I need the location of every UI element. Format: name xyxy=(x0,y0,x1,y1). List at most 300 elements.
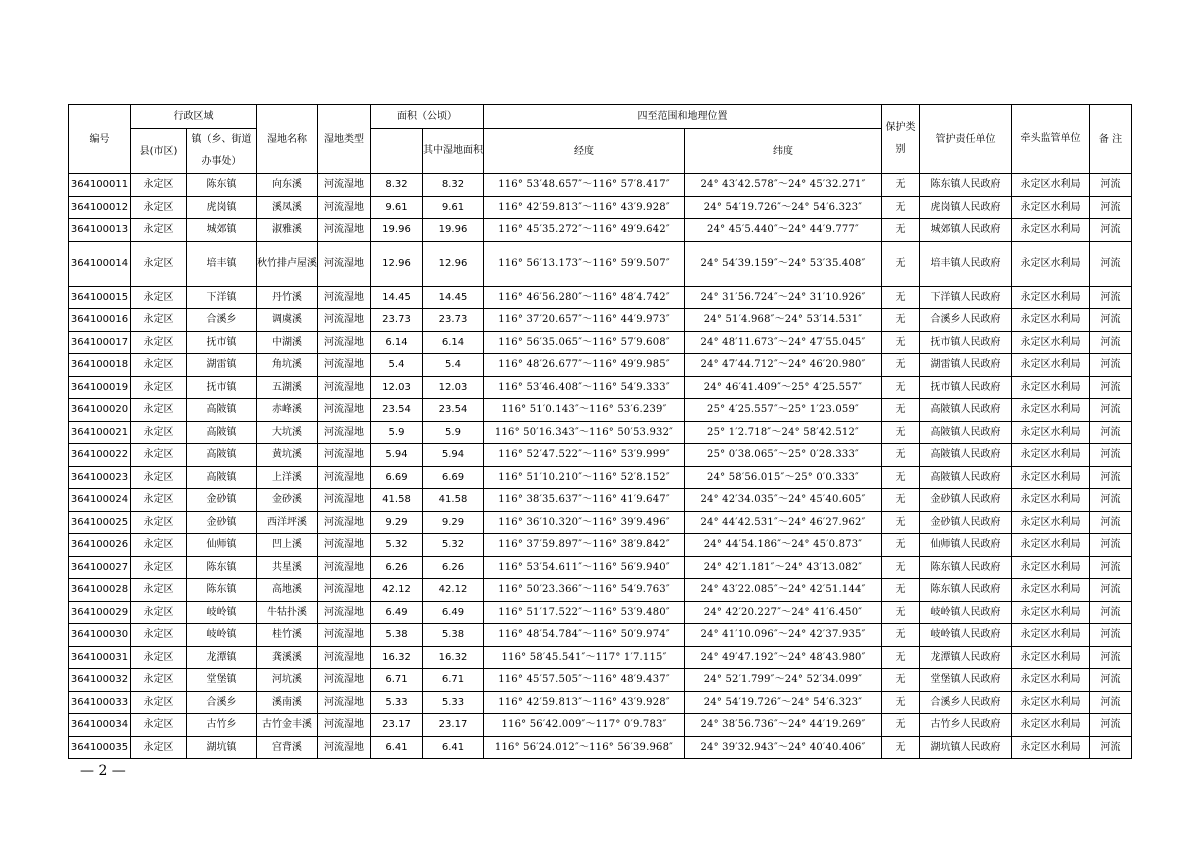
row-supervisor: 永定区水利局 xyxy=(1012,691,1090,714)
row-wetland-area: 12.03 xyxy=(423,376,484,399)
row-wetland-area: 5.9 xyxy=(423,421,484,444)
row-remarks: 河流 xyxy=(1090,556,1132,579)
row-id: 364100019 xyxy=(69,376,131,399)
table-row xyxy=(69,714,1132,737)
row-latitude: 24° 42′20.227″～24° 41′6.450″ xyxy=(685,601,882,624)
header-wetland-name: 湿地名称 xyxy=(257,105,318,174)
row-longitude: 116° 58′45.541″～117° 1′7.115″ xyxy=(484,646,685,669)
row-remarks: 河流 xyxy=(1090,624,1132,647)
row-wetland-type: 河流湿地 xyxy=(318,241,371,286)
row-latitude: 24° 48′11.673″～24° 47′55.045″ xyxy=(685,331,882,354)
table-row xyxy=(69,354,1132,377)
row-wetland-name: 高地溪 xyxy=(257,579,318,602)
row-longitude: 116° 42′59.813″～116° 43′9.928″ xyxy=(484,691,685,714)
row-wetland-name: 五湖溪 xyxy=(257,376,318,399)
row-responsible: 合溪乡人民政府 xyxy=(920,691,1012,714)
row-town: 金砂镇 xyxy=(187,511,257,534)
row-area: 8.32 xyxy=(371,174,423,197)
row-town: 陈东镇 xyxy=(187,579,257,602)
row-wetland-name: 秋竹排卢屋溪 xyxy=(257,241,318,286)
row-wetland-name: 共星溪 xyxy=(257,556,318,579)
row-supervisor: 永定区水利局 xyxy=(1012,669,1090,692)
row-wetland-type: 河流湿地 xyxy=(318,579,371,602)
row-protection: 无 xyxy=(882,601,920,624)
row-wetland-area: 6.49 xyxy=(423,601,484,624)
row-responsible: 堂堡镇人民政府 xyxy=(920,669,1012,692)
row-wetland-type: 河流湿地 xyxy=(318,466,371,489)
row-id: 364100024 xyxy=(69,489,131,512)
row-latitude: 24° 43′42.578″～24° 45′32.271″ xyxy=(685,174,882,197)
row-wetland-name: 上洋溪 xyxy=(257,466,318,489)
table-row xyxy=(69,399,1132,422)
row-town: 堂堡镇 xyxy=(187,669,257,692)
row-latitude: 24° 38′56.736″～24° 44′19.269″ xyxy=(685,714,882,737)
row-remarks: 河流 xyxy=(1090,241,1132,286)
row-town: 抚市镇 xyxy=(187,331,257,354)
header-area-total xyxy=(371,129,423,174)
row-remarks: 河流 xyxy=(1090,601,1132,624)
row-wetland-name: 大坑溪 xyxy=(257,421,318,444)
row-protection: 无 xyxy=(882,421,920,444)
row-wetland-name: 宫背溪 xyxy=(257,736,318,759)
row-area: 6.49 xyxy=(371,601,423,624)
row-protection: 无 xyxy=(882,444,920,467)
row-longitude: 116° 50′16.343″～116° 50′53.932″ xyxy=(484,421,685,444)
row-area: 5.4 xyxy=(371,354,423,377)
row-longitude: 116° 36′10.320″～116° 39′9.496″ xyxy=(484,511,685,534)
row-area: 5.38 xyxy=(371,624,423,647)
row-wetland-name: 金砂溪 xyxy=(257,489,318,512)
row-county: 永定区 xyxy=(131,579,187,602)
row-supervisor: 永定区水利局 xyxy=(1012,331,1090,354)
row-town: 虎岗镇 xyxy=(187,196,257,219)
row-longitude: 116° 51′17.522″～116° 53′9.480″ xyxy=(484,601,685,624)
row-wetland-name: 向东溪 xyxy=(257,174,318,197)
row-longitude: 116° 51′0.143″～116° 53′6.239″ xyxy=(484,399,685,422)
row-remarks: 河流 xyxy=(1090,444,1132,467)
row-area: 23.17 xyxy=(371,714,423,737)
row-responsible: 高陂镇人民政府 xyxy=(920,466,1012,489)
row-wetland-area: 16.32 xyxy=(423,646,484,669)
row-protection: 无 xyxy=(882,354,920,377)
table-body xyxy=(69,174,1132,759)
row-id: 364100025 xyxy=(69,511,131,534)
row-protection: 无 xyxy=(882,489,920,512)
row-wetland-name: 黄坑溪 xyxy=(257,444,318,467)
row-county: 永定区 xyxy=(131,601,187,624)
row-protection: 无 xyxy=(882,376,920,399)
row-wetland-type: 河流湿地 xyxy=(318,309,371,332)
row-remarks: 河流 xyxy=(1090,399,1132,422)
row-responsible: 下洋镇人民政府 xyxy=(920,286,1012,309)
row-responsible: 岐岭镇人民政府 xyxy=(920,601,1012,624)
row-town: 高陂镇 xyxy=(187,421,257,444)
row-remarks: 河流 xyxy=(1090,579,1132,602)
row-town: 高陂镇 xyxy=(187,444,257,467)
row-responsible: 龙潭镇人民政府 xyxy=(920,646,1012,669)
row-wetland-name: 溪南溪 xyxy=(257,691,318,714)
row-latitude: 24° 54′39.159″～24° 53′35.408″ xyxy=(685,241,882,286)
row-wetland-area: 5.38 xyxy=(423,624,484,647)
row-latitude: 24° 45′5.440″～24° 44′9.777″ xyxy=(685,219,882,242)
row-county: 永定区 xyxy=(131,219,187,242)
row-county: 永定区 xyxy=(131,354,187,377)
row-wetland-name: 赤峰溪 xyxy=(257,399,318,422)
row-county: 永定区 xyxy=(131,309,187,332)
header-town: 镇（乡、街道办事处） xyxy=(187,129,257,174)
row-town: 高陂镇 xyxy=(187,466,257,489)
row-protection: 无 xyxy=(882,714,920,737)
table-row xyxy=(69,331,1132,354)
row-town: 岐岭镇 xyxy=(187,624,257,647)
row-wetland-area: 5.94 xyxy=(423,444,484,467)
row-area: 6.26 xyxy=(371,556,423,579)
row-county: 永定区 xyxy=(131,444,187,467)
table-row xyxy=(69,196,1132,219)
row-latitude: 24° 42′1.181″～24° 43′13.082″ xyxy=(685,556,882,579)
row-wetland-name: 淑雅溪 xyxy=(257,219,318,242)
row-longitude: 116° 46′56.280″～116° 48′4.742″ xyxy=(484,286,685,309)
table-row xyxy=(69,174,1132,197)
row-responsible: 培丰镇人民政府 xyxy=(920,241,1012,286)
row-id: 364100011 xyxy=(69,174,131,197)
row-responsible: 高陂镇人民政府 xyxy=(920,399,1012,422)
row-id: 364100030 xyxy=(69,624,131,647)
row-remarks: 河流 xyxy=(1090,646,1132,669)
row-wetland-area: 6.71 xyxy=(423,669,484,692)
row-wetland-area: 12.96 xyxy=(423,241,484,286)
row-responsible: 合溪乡人民政府 xyxy=(920,309,1012,332)
row-supervisor: 永定区水利局 xyxy=(1012,579,1090,602)
row-county: 永定区 xyxy=(131,691,187,714)
row-protection: 无 xyxy=(882,556,920,579)
header-responsible: 管护责任单位 xyxy=(920,105,1012,174)
row-supervisor: 永定区水利局 xyxy=(1012,219,1090,242)
row-wetland-area: 19.96 xyxy=(423,219,484,242)
row-responsible: 仙师镇人民政府 xyxy=(920,534,1012,557)
row-protection: 无 xyxy=(882,466,920,489)
row-wetland-name: 古竹金丰溪 xyxy=(257,714,318,737)
row-area: 5.33 xyxy=(371,691,423,714)
row-wetland-type: 河流湿地 xyxy=(318,421,371,444)
row-responsible: 城郊镇人民政府 xyxy=(920,219,1012,242)
row-remarks: 河流 xyxy=(1090,736,1132,759)
row-town: 下洋镇 xyxy=(187,286,257,309)
row-latitude: 24° 39′32.943″～24° 40′40.406″ xyxy=(685,736,882,759)
row-supervisor: 永定区水利局 xyxy=(1012,714,1090,737)
row-id: 364100027 xyxy=(69,556,131,579)
row-id: 364100021 xyxy=(69,421,131,444)
row-responsible: 湖坑镇人民政府 xyxy=(920,736,1012,759)
header-remarks: 备 注 xyxy=(1090,105,1132,174)
row-supervisor: 永定区水利局 xyxy=(1012,196,1090,219)
row-responsible: 金砂镇人民政府 xyxy=(920,489,1012,512)
row-longitude: 116° 37′59.897″～116° 38′9.842″ xyxy=(484,534,685,557)
row-latitude: 24° 58′56.015″～25° 0′0.333″ xyxy=(685,466,882,489)
row-remarks: 河流 xyxy=(1090,331,1132,354)
row-protection: 无 xyxy=(882,219,920,242)
row-wetland-type: 河流湿地 xyxy=(318,399,371,422)
row-wetland-area: 9.61 xyxy=(423,196,484,219)
row-latitude: 24° 51′4.968″～24° 53′14.531″ xyxy=(685,309,882,332)
row-responsible: 古竹乡人民政府 xyxy=(920,714,1012,737)
header-supervisor: 牵头监管单位 xyxy=(1012,105,1090,174)
row-county: 永定区 xyxy=(131,736,187,759)
table-row xyxy=(69,624,1132,647)
row-area: 6.69 xyxy=(371,466,423,489)
header-county: 县(市区) xyxy=(131,129,187,174)
table-row xyxy=(69,534,1132,557)
row-longitude: 116° 37′20.657″～116° 44′9.973″ xyxy=(484,309,685,332)
row-latitude: 25° 0′38.065″～25° 0′28.333″ xyxy=(685,444,882,467)
row-wetland-type: 河流湿地 xyxy=(318,331,371,354)
row-id: 364100035 xyxy=(69,736,131,759)
row-wetland-type: 河流湿地 xyxy=(318,691,371,714)
table-row xyxy=(69,691,1132,714)
row-id: 364100034 xyxy=(69,714,131,737)
row-supervisor: 永定区水利局 xyxy=(1012,646,1090,669)
row-wetland-area: 6.26 xyxy=(423,556,484,579)
row-wetland-area: 23.73 xyxy=(423,309,484,332)
row-id: 364100015 xyxy=(69,286,131,309)
row-town: 陈东镇 xyxy=(187,556,257,579)
row-remarks: 河流 xyxy=(1090,354,1132,377)
row-supervisor: 永定区水利局 xyxy=(1012,354,1090,377)
row-wetland-name: 龚溪溪 xyxy=(257,646,318,669)
row-responsible: 岐岭镇人民政府 xyxy=(920,624,1012,647)
row-latitude: 25° 4′25.557″～25° 1′23.059″ xyxy=(685,399,882,422)
row-county: 永定区 xyxy=(131,534,187,557)
row-town: 合溪乡 xyxy=(187,309,257,332)
header-bounds: 四至范围和地理位置 xyxy=(484,105,882,129)
row-town: 合溪乡 xyxy=(187,691,257,714)
table-row xyxy=(69,241,1132,286)
row-remarks: 河流 xyxy=(1090,511,1132,534)
row-id: 364100029 xyxy=(69,601,131,624)
row-town: 仙师镇 xyxy=(187,534,257,557)
row-longitude: 116° 56′24.012″～116° 56′39.968″ xyxy=(484,736,685,759)
row-area: 5.9 xyxy=(371,421,423,444)
row-county: 永定区 xyxy=(131,556,187,579)
row-longitude: 116° 52′47.522″～116° 53′9.999″ xyxy=(484,444,685,467)
row-wetland-type: 河流湿地 xyxy=(318,714,371,737)
row-wetland-type: 河流湿地 xyxy=(318,196,371,219)
table-row xyxy=(69,601,1132,624)
row-wetland-type: 河流湿地 xyxy=(318,534,371,557)
row-wetland-name: 调虞溪 xyxy=(257,309,318,332)
table-row xyxy=(69,466,1132,489)
row-area: 12.96 xyxy=(371,241,423,286)
row-county: 永定区 xyxy=(131,669,187,692)
row-latitude: 24° 43′22.085″～24° 42′51.144″ xyxy=(685,579,882,602)
row-supervisor: 永定区水利局 xyxy=(1012,466,1090,489)
table-row xyxy=(69,421,1132,444)
row-protection: 无 xyxy=(882,399,920,422)
row-protection: 无 xyxy=(882,174,920,197)
row-protection: 无 xyxy=(882,331,920,354)
row-responsible: 陈东镇人民政府 xyxy=(920,579,1012,602)
row-latitude: 24° 41′10.096″～24° 42′37.935″ xyxy=(685,624,882,647)
row-id: 364100017 xyxy=(69,331,131,354)
row-wetland-name: 河坑溪 xyxy=(257,669,318,692)
header-protection: 保护类别 xyxy=(882,105,920,174)
row-town: 陈东镇 xyxy=(187,174,257,197)
table-row xyxy=(69,579,1132,602)
row-wetland-name: 凹上溪 xyxy=(257,534,318,557)
row-id: 364100018 xyxy=(69,354,131,377)
row-remarks: 河流 xyxy=(1090,219,1132,242)
row-area: 41.58 xyxy=(371,489,423,512)
row-id: 364100013 xyxy=(69,219,131,242)
row-responsible: 金砂镇人民政府 xyxy=(920,511,1012,534)
row-remarks: 河流 xyxy=(1090,669,1132,692)
row-id: 364100016 xyxy=(69,309,131,332)
row-id: 364100031 xyxy=(69,646,131,669)
row-id: 364100014 xyxy=(69,241,131,286)
row-protection: 无 xyxy=(882,241,920,286)
row-area: 9.29 xyxy=(371,511,423,534)
row-id: 364100022 xyxy=(69,444,131,467)
row-town: 金砂镇 xyxy=(187,489,257,512)
row-wetland-area: 9.29 xyxy=(423,511,484,534)
row-area: 6.41 xyxy=(371,736,423,759)
row-wetland-type: 河流湿地 xyxy=(318,174,371,197)
row-id: 364100012 xyxy=(69,196,131,219)
row-supervisor: 永定区水利局 xyxy=(1012,444,1090,467)
row-wetland-type: 河流湿地 xyxy=(318,444,371,467)
row-wetland-area: 6.41 xyxy=(423,736,484,759)
row-area: 6.14 xyxy=(371,331,423,354)
row-longitude: 116° 38′35.637″～116° 41′9.647″ xyxy=(484,489,685,512)
row-wetland-name: 桂竹溪 xyxy=(257,624,318,647)
row-protection: 无 xyxy=(882,646,920,669)
row-id: 364100026 xyxy=(69,534,131,557)
row-responsible: 高陂镇人民政府 xyxy=(920,421,1012,444)
row-supervisor: 永定区水利局 xyxy=(1012,286,1090,309)
row-wetland-area: 14.45 xyxy=(423,286,484,309)
row-wetland-type: 河流湿地 xyxy=(318,736,371,759)
table-row xyxy=(69,286,1132,309)
row-remarks: 河流 xyxy=(1090,286,1132,309)
row-wetland-type: 河流湿地 xyxy=(318,286,371,309)
row-wetland-name: 溪凤溪 xyxy=(257,196,318,219)
row-remarks: 河流 xyxy=(1090,489,1132,512)
row-supervisor: 永定区水利局 xyxy=(1012,511,1090,534)
row-wetland-type: 河流湿地 xyxy=(318,219,371,242)
row-county: 永定区 xyxy=(131,196,187,219)
row-remarks: 河流 xyxy=(1090,174,1132,197)
row-longitude: 116° 53′46.408″～116° 54′9.333″ xyxy=(484,376,685,399)
row-supervisor: 永定区水利局 xyxy=(1012,241,1090,286)
row-remarks: 河流 xyxy=(1090,309,1132,332)
row-wetland-area: 5.4 xyxy=(423,354,484,377)
row-remarks: 河流 xyxy=(1090,196,1132,219)
row-wetland-name: 牛牯扑溪 xyxy=(257,601,318,624)
table-row xyxy=(69,669,1132,692)
row-protection: 无 xyxy=(882,579,920,602)
row-latitude: 24° 54′19.726″～24° 54′6.323″ xyxy=(685,196,882,219)
row-wetland-area: 6.14 xyxy=(423,331,484,354)
row-town: 湖雷镇 xyxy=(187,354,257,377)
row-latitude: 25° 1′2.718″～24° 58′42.512″ xyxy=(685,421,882,444)
row-county: 永定区 xyxy=(131,399,187,422)
table-row xyxy=(69,736,1132,759)
row-id: 364100020 xyxy=(69,399,131,422)
row-area: 23.54 xyxy=(371,399,423,422)
row-county: 永定区 xyxy=(131,714,187,737)
row-wetland-type: 河流湿地 xyxy=(318,489,371,512)
row-county: 永定区 xyxy=(131,241,187,286)
row-remarks: 河流 xyxy=(1090,421,1132,444)
row-area: 16.32 xyxy=(371,646,423,669)
row-supervisor: 永定区水利局 xyxy=(1012,601,1090,624)
row-wetland-type: 河流湿地 xyxy=(318,646,371,669)
row-responsible: 虎岗镇人民政府 xyxy=(920,196,1012,219)
header-area: 面积（公顷） xyxy=(371,105,484,129)
row-supervisor: 永定区水利局 xyxy=(1012,736,1090,759)
row-wetland-type: 河流湿地 xyxy=(318,376,371,399)
row-town: 古竹乡 xyxy=(187,714,257,737)
row-county: 永定区 xyxy=(131,286,187,309)
row-protection: 无 xyxy=(882,511,920,534)
row-area: 5.32 xyxy=(371,534,423,557)
row-area: 6.71 xyxy=(371,669,423,692)
row-wetland-type: 河流湿地 xyxy=(318,511,371,534)
row-protection: 无 xyxy=(882,624,920,647)
row-wetland-name: 丹竹溪 xyxy=(257,286,318,309)
row-responsible: 抚市镇人民政府 xyxy=(920,376,1012,399)
row-town: 岐岭镇 xyxy=(187,601,257,624)
row-remarks: 河流 xyxy=(1090,376,1132,399)
row-latitude: 24° 49′47.192″～24° 48′43.980″ xyxy=(685,646,882,669)
table-row xyxy=(69,511,1132,534)
row-supervisor: 永定区水利局 xyxy=(1012,309,1090,332)
row-town: 培丰镇 xyxy=(187,241,257,286)
row-longitude: 116° 56′13.173″～116° 59′9.507″ xyxy=(484,241,685,286)
row-protection: 无 xyxy=(882,534,920,557)
header-wetland-type: 湿地类型 xyxy=(318,105,371,174)
header-id: 编号 xyxy=(69,105,131,174)
row-id: 364100033 xyxy=(69,691,131,714)
row-supervisor: 永定区水利局 xyxy=(1012,421,1090,444)
row-area: 19.96 xyxy=(371,219,423,242)
row-supervisor: 永定区水利局 xyxy=(1012,624,1090,647)
header-admin-region: 行政区域 xyxy=(131,105,257,129)
row-longitude: 116° 45′35.272″～116° 49′9.642″ xyxy=(484,219,685,242)
row-wetland-area: 23.54 xyxy=(423,399,484,422)
row-supervisor: 永定区水利局 xyxy=(1012,489,1090,512)
row-responsible: 抚市镇人民政府 xyxy=(920,331,1012,354)
row-latitude: 24° 47′44.712″～24° 46′20.980″ xyxy=(685,354,882,377)
row-wetland-name: 中湖溪 xyxy=(257,331,318,354)
row-longitude: 116° 56′35.065″～116° 57′9.608″ xyxy=(484,331,685,354)
row-longitude: 116° 51′10.210″～116° 52′8.152″ xyxy=(484,466,685,489)
row-longitude: 116° 45′57.505″～116° 48′9.437″ xyxy=(484,669,685,692)
header-longitude: 经度 xyxy=(484,129,685,174)
row-latitude: 24° 46′41.409″～25° 4′25.557″ xyxy=(685,376,882,399)
wetland-table xyxy=(68,104,1132,759)
table-row xyxy=(69,309,1132,332)
row-latitude: 24° 52′1.799″～24° 52′34.099″ xyxy=(685,669,882,692)
row-wetland-area: 41.58 xyxy=(423,489,484,512)
row-area: 9.61 xyxy=(371,196,423,219)
row-wetland-type: 河流湿地 xyxy=(318,624,371,647)
row-wetland-area: 23.17 xyxy=(423,714,484,737)
row-town: 龙潭镇 xyxy=(187,646,257,669)
row-protection: 无 xyxy=(882,196,920,219)
row-protection: 无 xyxy=(882,286,920,309)
table-row xyxy=(69,489,1132,512)
